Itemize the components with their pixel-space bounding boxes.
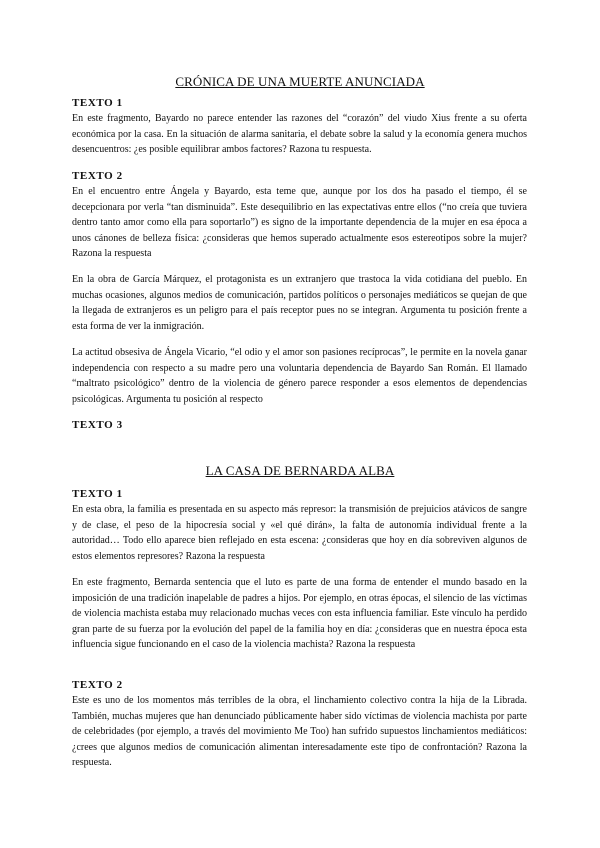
bernarda-luto-paragraph: En este fragmento, Bernarda sentencia que el luto es parte de una forma de entender el mundo basado en la imposición de una tradición inapelable de padres a hijos. Por ejemplo, en otras épocas, el silencio de las víctimas de violencia machista estaba muy relacionado muchas veces con esta influencia familiar. Este vínculo ha perdido gran parte de su fuerza por la evolución del papel de la familia hoy en día: ¿consideras que en nuestra época esta influencia sigue funcionando en el caso de la violencia machista? Razona la respuesta (72, 577, 527, 650)
bernarda-texto-1-paragraph: En esta obra, la familia es presentada en su aspecto más represor: la transmisión de prejuicios atávicos de sangre y de clase, el peso de la hipocresía social y «el qué dirán», la falta de autonomía individual frente a la autoridad… Todo ello aparece bien reflejado en esta escena: ¿consideras que hoy en día sobreviven algunos de estos elementos represores? Razona la respuesta (72, 504, 527, 562)
section-title-cronica: CRÓNICA DE UNA MUERTE ANUNCIADA (175, 74, 425, 89)
cronica-texto-2-paragraph: En el encuentro entre Ángela y Bayardo, esta teme que, aunque por los dos ha pasado el tiempo, él se decepcionara por verla “tan disminuida”. Este desequilibrio en las expectativas entre ellos (“no creía que tuviera dentro tanto amor como ella para soportarlo”) es signo de la importante dependencia de la mujer en esa época a unos cánones de belleza física: ¿consideras que hemos superado actualmente esos estereotipos sobre la mujer? Razona la respuesta (72, 186, 527, 259)
cronica-maltrato-paragraph: La actitud obsesiva de Ángela Vicario, “el odio y el amor son pasiones recíprocas”, le permite en la novela ganar independencia con respecto a su madre pero una voluntaria dependencia de Bayardo San Román. El llamado “maltrato psicológico” dentro de la violencia de género parece responder a esos elementos de dependencias psicológicas. Argumenta tu posición al respecto (72, 347, 527, 405)
bernarda-texto-2-label: TEXTO 2 (72, 679, 123, 691)
cronica-texto-1-label: TEXTO 1 (72, 97, 123, 109)
section-title-bernarda: LA CASA DE BERNARDA ALBA (205, 463, 395, 478)
cronica-texto-1-paragraph: En este fragmento, Bayardo no parece entender las razones del “corazón” del viudo Xius frente a su oferta económica por la casa. En la situación de alarma sanitaria, el debate sobre la salud y la economía genera muchos desencuentros: ¿es posible equilibrar ambos factores? Razona tu respuesta. (72, 113, 527, 155)
bernarda-texto-1-label: TEXTO 1 (72, 488, 123, 500)
cronica-texto-2-label: TEXTO 2 (72, 170, 123, 182)
cronica-inmigracion-paragraph: En la obra de García Márquez, el protagonista es un extranjero que trastoca la vida cotidiana del pueblo. En muchas ocasiones, algunos medios de comunicación, partidos políticos o personajes mediáticos se quejan de que la llegada de extranjeros es un peligro para el país receptor pues no se integran. Argumenta tu posición frente a esta forma de ver la inmigración. (72, 274, 527, 332)
bernarda-texto-2-paragraph: Este es uno de los momentos más terribles de la obra, el linchamiento colectivo contra la hija de la Librada. También, muchas mujeres que han denunciado públicamente haber sido víctimas de violencia machista por parte de celebridades (por ejemplo, a través del movimiento Me Too) han sufrido supuestos linchamientos mediáticos: ¿crees que algunos medios de comunicación alimentan interesadamente este tipo de confrontación? Razona la respuesta. (72, 695, 527, 768)
cronica-texto-3-label: TEXTO 3 (72, 419, 123, 431)
